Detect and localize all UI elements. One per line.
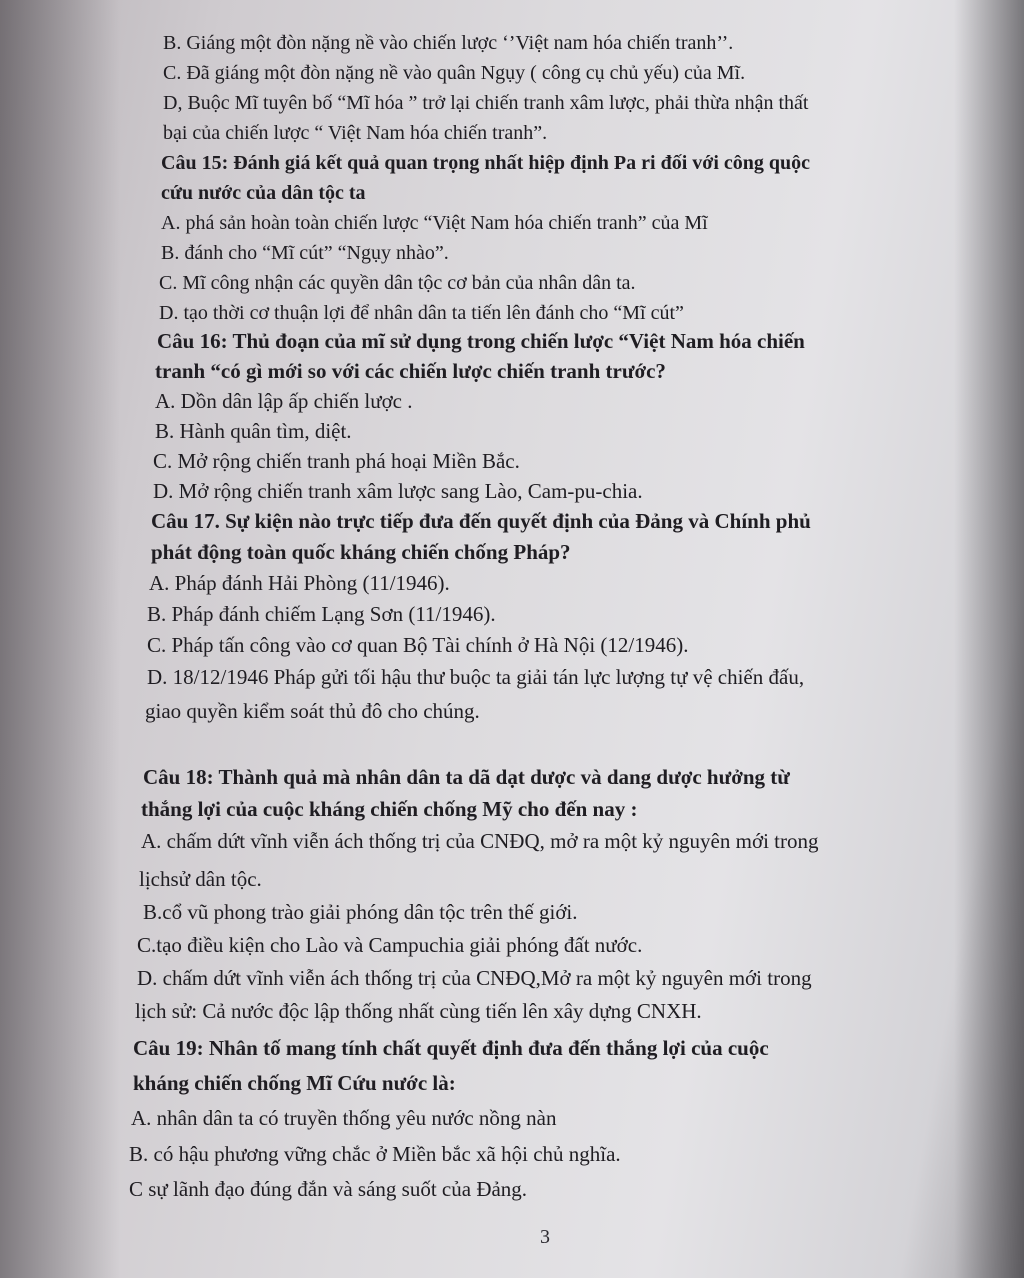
- question-19-option-c: C sự lãnh đạo đúng đắn và sáng suốt của Đảng.: [129, 1177, 528, 1201]
- question-18-title: Câu 18: Thành quả mà nhân dân ta dã dạt dược và dang dược hưởng từ: [143, 765, 790, 789]
- question-18-option-a: A. chấm dứt vĩnh viễn ách thống trị của CNĐQ, mở ra một kỷ nguyên mới trong: [141, 829, 819, 853]
- question-18-title-cont: thắng lợi của cuộc kháng chiến chống Mỹ cho đến nay :: [141, 797, 638, 821]
- question-14-option-c: C. Đã giáng một đòn nặng nề vào quân Ngụy ( công cụ chủ yếu) của Mĩ.: [163, 62, 746, 84]
- question-15-title-cont: cứu nước của dân tộc ta: [161, 182, 366, 204]
- question-18-option-c: C.tạo điều kiện cho Lào và Campuchia giải phóng đất nước.: [137, 933, 643, 957]
- question-17-option-d-cont: giao quyền kiểm soát thủ đô cho chúng.: [145, 699, 480, 723]
- question-14-option-b: B. Giáng một đòn nặng nề vào chiến lược ‘’Việt nam hóa chiến tranh’’.: [163, 32, 734, 54]
- question-17-option-b: B. Pháp đánh chiếm Lạng Sơn (11/1946).: [147, 602, 496, 626]
- question-19-title: Câu 19: Nhân tố mang tính chất quyết định đưa đến thắng lợi của cuộc: [133, 1036, 769, 1060]
- question-19-option-b: B. có hậu phương vững chắc ở Miền bắc xã hội chủ nghĩa.: [129, 1142, 621, 1166]
- question-16-option-c: C. Mở rộng chiến tranh phá hoại Miền Bắc.: [153, 449, 520, 473]
- page-number: 3: [540, 1226, 550, 1248]
- question-14-option-d-cont: bại của chiến lược “ Việt Nam hóa chiến tranh”.: [163, 122, 548, 144]
- question-16-title: Câu 16: Thủ đoạn của mĩ sử dụng trong chiến lược “Việt Nam hóa chiến: [157, 329, 805, 353]
- question-16-option-b: B. Hành quân tìm, diệt.: [155, 419, 352, 443]
- question-18-option-d: D. chấm dứt vĩnh viễn ách thống trị của CNĐQ,Mở ra một kỷ nguyên mới trong: [137, 966, 812, 990]
- question-16-option-d: D. Mở rộng chiến tranh xâm lược sang Lào, Cam-pu-chia.: [153, 479, 643, 503]
- question-15-option-c: C. Mĩ công nhận các quyền dân tộc cơ bản của nhân dân ta.: [159, 272, 636, 294]
- question-17-option-c: C. Pháp tấn công vào cơ quan Bộ Tài chính ở Hà Nội (12/1946).: [147, 633, 689, 657]
- question-17-title: Câu 17. Sự kiện nào trực tiếp đưa đến quyết định của Đảng và Chính phủ: [151, 509, 811, 533]
- question-17-option-a: A. Pháp đánh Hải Phòng (11/1946).: [149, 571, 450, 595]
- question-19-option-a: A. nhân dân ta có truyền thống yêu nước nồng nàn: [131, 1106, 557, 1130]
- question-15-option-d: D. tạo thời cơ thuận lợi để nhân dân ta tiến lên đánh cho “Mĩ cút”: [159, 302, 684, 324]
- question-18-option-b: B.cổ vũ phong trào giải phóng dân tộc trên thế giới.: [143, 900, 578, 924]
- question-18-option-d-cont: lịch sử: Cả nước độc lập thống nhất cùng tiến lên xây dựng CNXH.: [135, 999, 702, 1023]
- question-15-option-b: B. đánh cho “Mĩ cút” “Ngụy nhào”.: [161, 242, 449, 264]
- question-19-title-cont: kháng chiến chống Mĩ Cứu nước là:: [133, 1071, 456, 1095]
- question-15-option-a: A. phá sản hoàn toàn chiến lược “Việt Nam hóa chiến tranh” của Mĩ: [161, 212, 708, 234]
- question-17-option-d: D. 18/12/1946 Pháp gửi tối hậu thư buộc ta giải tán lực lượng tự vệ chiến đấu,: [147, 665, 805, 689]
- question-16-option-a: A. Dồn dân lập ấp chiến lược .: [155, 389, 413, 413]
- question-15-title: Câu 15: Đánh giá kết quả quan trọng nhất hiệp định Pa ri đối với công quộc: [161, 152, 811, 174]
- question-14-option-d: D, Buộc Mĩ tuyên bố “Mĩ hóa ” trở lại chiến tranh xâm lược, phải thừa nhận thất: [163, 92, 809, 114]
- question-18-option-a-cont: lịchsử dân tộc.: [139, 867, 262, 891]
- question-16-title-cont: tranh “có gì mới so với các chiến lược chiến tranh trước?: [155, 359, 666, 383]
- question-17-title-cont: phát động toàn quốc kháng chiến chống Pháp?: [151, 540, 571, 564]
